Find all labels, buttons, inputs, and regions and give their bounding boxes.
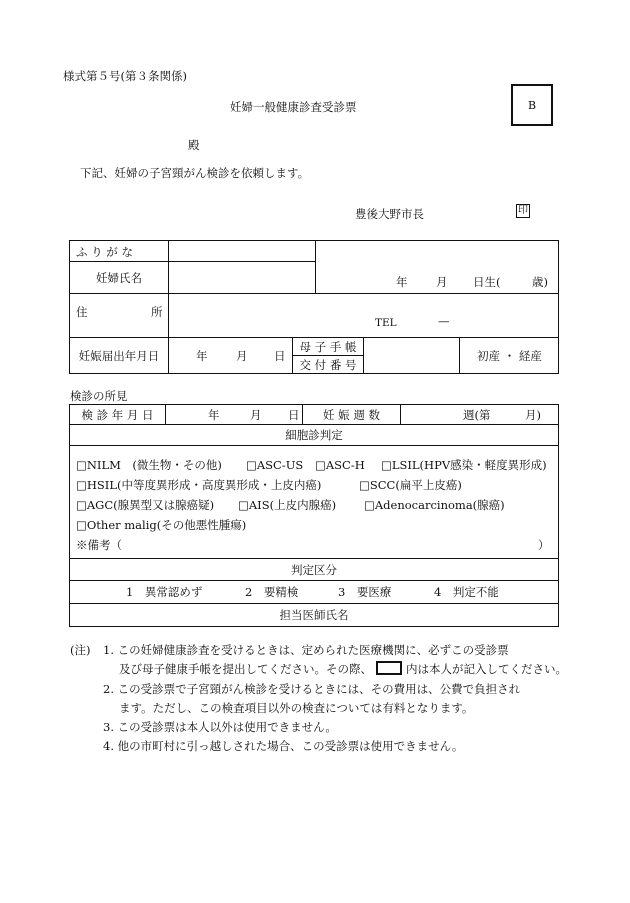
option-agc[interactable]: □AGC(腺異型又は腺癌疑) [76, 498, 215, 512]
address-label-1: 住 [76, 305, 88, 319]
note-2-line-2: ます。ただし、この検査項目以外の検査については有料となります。 [119, 701, 474, 715]
age-unit: 歳) [532, 275, 548, 289]
exam-date-label: 検 診 年 月 日 [81, 407, 154, 422]
option-scc[interactable]: □SCC(扁平上皮癌) [359, 478, 462, 492]
birth-year: 年 [396, 275, 408, 289]
handbook-label-1: 母 子 手 帳 [299, 339, 357, 354]
option-lsil[interactable]: □LSIL(HPV感染・軽度異形成) [381, 458, 547, 472]
birth-month: 月 [436, 275, 448, 289]
exam-month: 月 [250, 407, 262, 422]
name-label: 妊婦氏名 [96, 271, 142, 285]
note-3: 3. この受診票は本人以外は使用できません。 [103, 720, 337, 734]
issuer-name: 豊後大野市長 [355, 207, 424, 221]
judgment-normal[interactable]: 1 異常認めず [126, 585, 203, 599]
remarks-field[interactable] [134, 537, 534, 553]
judgment-undeterminable[interactable]: 4 判定不能 [434, 585, 499, 599]
option-ais[interactable]: □AIS(上皮内腺癌) [238, 498, 337, 512]
judgment-further-exam[interactable]: 2 要精検 [245, 585, 299, 599]
option-other-malig[interactable]: □Other malig(その他悪性腫瘍) [76, 518, 247, 532]
form-title: 妊婦一般健康診査受診票 [230, 100, 357, 114]
note-1-line-2-post: 内は本人が記入してください。 [406, 662, 567, 676]
notes-lead: (注) [70, 643, 91, 657]
exam-year: 年 [208, 407, 220, 422]
tel-dash: — [438, 314, 450, 328]
remarks-open: ※備考（ [76, 538, 122, 552]
note-4: 4. 他の市町村に引っ越しされた場合、この受診票は使用できません。 [103, 739, 464, 753]
note-1-line-1: 1. この妊婦健康診査を受けるときは、定められた医療機関に、必ずこの受診票 [103, 643, 509, 657]
seal-stamp: 印 [518, 205, 528, 216]
note-1-line-2-pre: 及び母子健康手帳を提出してください。その際、 [119, 662, 372, 676]
applicant-entry-box-icon [376, 661, 402, 675]
parity-choice[interactable]: 初産 ・ 経産 [477, 349, 542, 363]
category-box [511, 84, 553, 126]
birth-day-age: 日生( [473, 275, 501, 289]
pregnancy-day: 日 [274, 349, 286, 363]
furigana-label: ふ り が な [76, 245, 133, 259]
address-label-2: 所 [151, 305, 163, 319]
cytology-header: 細胞診判定 [285, 428, 343, 442]
option-asc-us[interactable]: □ASC-US [246, 458, 304, 472]
pregnancy-date-label: 妊娠届出年月日 [78, 349, 160, 363]
form-number: 様式第５号(第３条関係) [63, 69, 187, 83]
address-field[interactable] [169, 294, 558, 337]
pregnancy-month: 月 [236, 349, 248, 363]
option-adenocarcinoma[interactable]: □Adenocarcinoma(腺癌) [364, 498, 505, 512]
exam-day: 日 [288, 407, 300, 422]
category-label: B [527, 98, 537, 112]
name-field[interactable] [169, 263, 314, 293]
option-asc-h[interactable]: □ASC-H [315, 458, 365, 472]
judgment-header: 判定区分 [291, 562, 337, 577]
furigana-field[interactable] [169, 243, 314, 261]
exam-table [69, 404, 559, 627]
doctor-name-label: 担当医師氏名 [279, 608, 349, 622]
exam-section-label: 検診の所見 [70, 389, 128, 403]
request-text: 下記、妊婦の子宮頸がん検診を依頼します。 [80, 166, 310, 180]
tel-label: TEL [375, 317, 397, 329]
weeks-label: 妊 娠 週 数 [323, 407, 380, 422]
addressee-suffix: 殿 [188, 138, 200, 152]
handbook-label-2: 交 付 番 号 [299, 358, 357, 372]
option-nilm[interactable]: □NILM (微生物・その他) [76, 458, 222, 472]
note-2-line-1: 2. この受診票で子宮頸がん検診を受けるときには、その費用は、公費で負担され [103, 682, 521, 696]
note-1-line-2 [119, 661, 567, 677]
judgment-treatment[interactable]: 3 要医療 [338, 585, 392, 599]
weeks-value[interactable]: 週(第 月) [463, 407, 541, 422]
handbook-number-field[interactable] [364, 338, 459, 374]
pregnancy-year: 年 [196, 349, 208, 363]
remarks-close: ） [538, 538, 550, 552]
applicant-table [69, 240, 559, 374]
option-hsil[interactable]: □HSIL(中等度異形成・高度異形成・上皮内癌) [76, 478, 322, 492]
